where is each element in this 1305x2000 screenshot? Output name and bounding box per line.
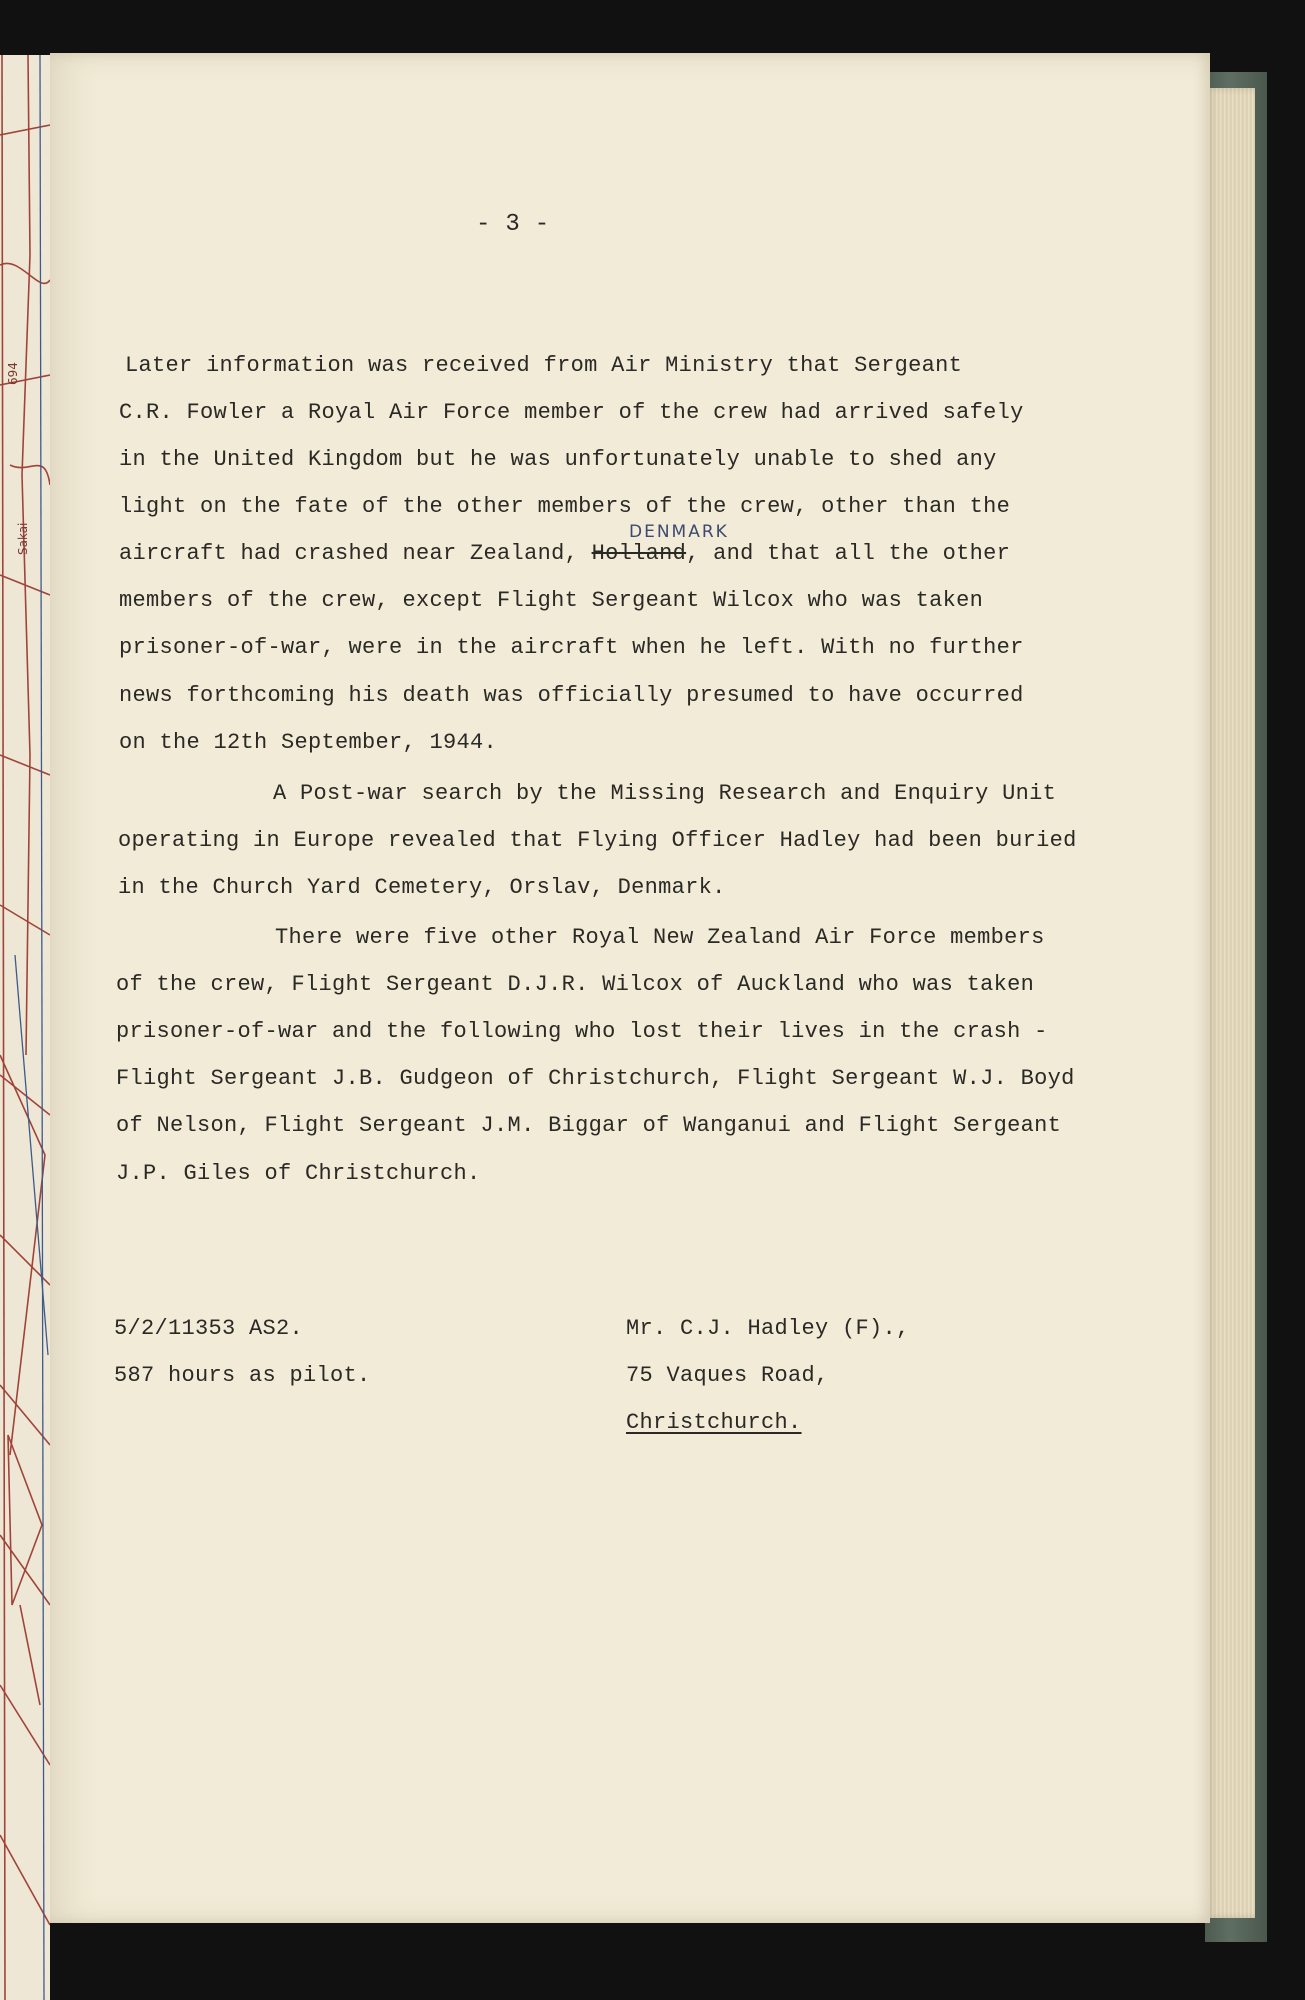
body-line: J.P. Giles of Christchurch. — [116, 1161, 481, 1186]
file-reference: 5/2/11353 AS2. — [114, 1316, 304, 1341]
body-line: light on the fate of the other members of the crew, other than the — [119, 494, 1011, 519]
body-line: There were five other Royal New Zealand Air Force members — [275, 925, 1045, 950]
addressee-name: Mr. C.J. Hadley (F)., — [626, 1316, 910, 1341]
addressee-street: 75 Vaques Road, — [626, 1363, 829, 1388]
page — [50, 53, 1210, 1923]
body-line-with-correction — [119, 541, 1010, 566]
page-number: - 3 - — [476, 211, 550, 238]
body-line: in the United Kingdom but he was unfortunately unable to shed any — [119, 447, 997, 472]
body-line: Flight Sergeant J.B. Gudgeon of Christchurch, Flight Sergeant W.J. Boyd — [116, 1066, 1075, 1091]
map-fragment — [0, 55, 50, 2000]
body-line: members of the crew, except Flight Sergeant Wilcox who was taken — [119, 588, 984, 613]
body-line: of Nelson, Flight Sergeant J.M. Biggar of Wanganui and Flight Sergeant — [116, 1113, 1062, 1138]
map-label-694: 694 — [6, 362, 20, 385]
body-line: on the 12th September, 1944. — [119, 730, 498, 755]
map-lines — [0, 55, 50, 2000]
map-label-sakai: Sakai — [16, 522, 30, 555]
page-edges — [1205, 88, 1255, 1918]
body-line: prisoner-of-war and the following who lost their lives in the crash - — [116, 1019, 1048, 1044]
body-line: news forthcoming his death was officially presumed to have occurred — [119, 683, 1024, 708]
body-line: C.R. Fowler a Royal Air Force member of the crew had arrived safely — [119, 400, 1024, 425]
body-line: prisoner-of-war, were in the aircraft when he left. With no further — [119, 635, 1024, 660]
line-text: aircraft had crashed near Zealand, — [119, 541, 592, 566]
body-line: in the Church Yard Cemetery, Orslav, Denmark. — [118, 875, 726, 900]
flight-hours: 587 hours as pilot. — [114, 1363, 371, 1388]
body-line: A Post-war search by the Missing Research and Enquiry Unit — [273, 781, 1057, 806]
body-line: Later information was received from Air Ministry that Sergeant — [125, 353, 963, 378]
body-line: operating in Europe revealed that Flying Officer Hadley had been buried — [118, 828, 1077, 853]
struck-word: Holland — [591, 541, 687, 566]
line-text: , and that all the other — [686, 541, 1011, 566]
addressee-city: Christchurch. — [626, 1410, 802, 1435]
handwritten-correction: DENMARK — [629, 522, 729, 542]
body-line: of the crew, Flight Sergeant D.J.R. Wilcox of Auckland who was taken — [116, 972, 1035, 997]
